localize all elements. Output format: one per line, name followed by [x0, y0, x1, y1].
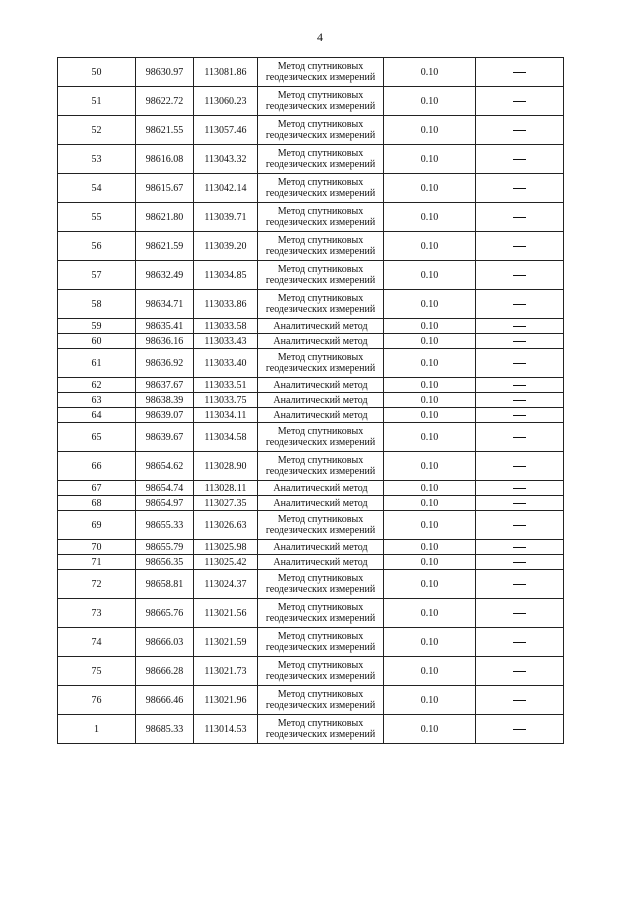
accuracy-cell: 0.10	[384, 496, 476, 511]
accuracy-cell: 0.10	[384, 657, 476, 686]
y-coordinate-cell: 113033.40	[194, 349, 258, 378]
dash-mark	[513, 671, 526, 672]
method-cell: Метод спутниковых геодезических измерений	[258, 511, 384, 540]
y-coordinate-cell: 113021.56	[194, 599, 258, 628]
table-row	[58, 261, 564, 290]
dash-mark	[513, 547, 526, 548]
table-row	[58, 319, 564, 334]
table-row	[58, 290, 564, 319]
accuracy-cell: 0.10	[384, 319, 476, 334]
x-coordinate-cell: 98638.39	[136, 393, 194, 408]
method-cell: Метод спутниковых геодезических измерений	[258, 145, 384, 174]
point-number-cell: 73	[58, 599, 136, 628]
table-row	[58, 408, 564, 423]
dash-mark	[513, 437, 526, 438]
point-number-cell: 64	[58, 408, 136, 423]
method-cell: Метод спутниковых геодезических измерений	[258, 87, 384, 116]
method-cell: Метод спутниковых геодезических измерений	[258, 452, 384, 481]
accuracy-cell: 0.10	[384, 570, 476, 599]
note-cell	[476, 657, 564, 686]
note-cell	[476, 408, 564, 423]
method-cell: Метод спутниковых геодезических измерений	[258, 570, 384, 599]
note-cell	[476, 496, 564, 511]
x-coordinate-cell: 98632.49	[136, 261, 194, 290]
table-row	[58, 58, 564, 87]
point-number-cell: 50	[58, 58, 136, 87]
note-cell	[476, 87, 564, 116]
note-cell	[476, 145, 564, 174]
table-row	[58, 334, 564, 349]
accuracy-cell: 0.10	[384, 423, 476, 452]
y-coordinate-cell: 113026.63	[194, 511, 258, 540]
x-coordinate-cell: 98666.03	[136, 628, 194, 657]
y-coordinate-cell: 113042.14	[194, 174, 258, 203]
x-coordinate-cell: 98658.81	[136, 570, 194, 599]
point-number-cell: 54	[58, 174, 136, 203]
point-number-cell: 52	[58, 116, 136, 145]
point-number-cell: 67	[58, 481, 136, 496]
dash-mark	[513, 400, 526, 401]
x-coordinate-cell: 98655.33	[136, 511, 194, 540]
dash-mark	[513, 304, 526, 305]
note-cell	[476, 570, 564, 599]
table-row	[58, 481, 564, 496]
dash-mark	[513, 613, 526, 614]
accuracy-cell: 0.10	[384, 599, 476, 628]
dash-mark	[513, 341, 526, 342]
note-cell	[476, 452, 564, 481]
y-coordinate-cell: 113033.75	[194, 393, 258, 408]
y-coordinate-cell: 113021.59	[194, 628, 258, 657]
accuracy-cell: 0.10	[384, 145, 476, 174]
x-coordinate-cell: 98665.76	[136, 599, 194, 628]
note-cell	[476, 423, 564, 452]
y-coordinate-cell: 113028.11	[194, 481, 258, 496]
dash-mark	[513, 488, 526, 489]
dash-mark	[513, 700, 526, 701]
point-number-cell: 55	[58, 203, 136, 232]
table-row	[58, 555, 564, 570]
method-cell: Метод спутниковых геодезических измерений	[258, 232, 384, 261]
dash-mark	[513, 562, 526, 563]
note-cell	[476, 628, 564, 657]
table-row	[58, 423, 564, 452]
point-number-cell: 68	[58, 496, 136, 511]
accuracy-cell: 0.10	[384, 334, 476, 349]
table-row	[58, 174, 564, 203]
accuracy-cell: 0.10	[384, 378, 476, 393]
x-coordinate-cell: 98655.79	[136, 540, 194, 555]
accuracy-cell: 0.10	[384, 686, 476, 715]
dash-mark	[513, 385, 526, 386]
accuracy-cell: 0.10	[384, 232, 476, 261]
table-row	[58, 715, 564, 744]
accuracy-cell: 0.10	[384, 290, 476, 319]
point-number-cell: 75	[58, 657, 136, 686]
accuracy-cell: 0.10	[384, 174, 476, 203]
dash-mark	[513, 584, 526, 585]
method-cell: Метод спутниковых геодезических измерений	[258, 174, 384, 203]
y-coordinate-cell: 113034.58	[194, 423, 258, 452]
y-coordinate-cell: 113033.58	[194, 319, 258, 334]
dash-mark	[513, 72, 526, 73]
note-cell	[476, 232, 564, 261]
note-cell	[476, 555, 564, 570]
accuracy-cell: 0.10	[384, 452, 476, 481]
page-number: 4	[317, 30, 323, 44]
x-coordinate-cell: 98621.59	[136, 232, 194, 261]
y-coordinate-cell: 113028.90	[194, 452, 258, 481]
coordinates-table-body	[58, 58, 564, 744]
dash-mark	[513, 188, 526, 189]
table-row	[58, 657, 564, 686]
point-number-cell: 56	[58, 232, 136, 261]
method-cell: Аналитический метод	[258, 555, 384, 570]
y-coordinate-cell: 113034.11	[194, 408, 258, 423]
method-cell: Метод спутниковых геодезических измерений	[258, 349, 384, 378]
point-number-cell: 1	[58, 715, 136, 744]
table-row	[58, 686, 564, 715]
accuracy-cell: 0.10	[384, 261, 476, 290]
accuracy-cell: 0.10	[384, 116, 476, 145]
point-number-cell: 51	[58, 87, 136, 116]
table-row	[58, 232, 564, 261]
method-cell: Метод спутниковых геодезических измерений	[258, 423, 384, 452]
dash-mark	[513, 466, 526, 467]
note-cell	[476, 378, 564, 393]
dash-mark	[513, 326, 526, 327]
method-cell: Аналитический метод	[258, 393, 384, 408]
note-cell	[476, 116, 564, 145]
accuracy-cell: 0.10	[384, 628, 476, 657]
point-number-cell: 66	[58, 452, 136, 481]
note-cell	[476, 393, 564, 408]
dash-mark	[513, 363, 526, 364]
dash-mark	[513, 159, 526, 160]
table-row	[58, 349, 564, 378]
note-cell	[476, 58, 564, 87]
table-row	[58, 145, 564, 174]
y-coordinate-cell: 113060.23	[194, 87, 258, 116]
method-cell: Аналитический метод	[258, 496, 384, 511]
coordinates-table	[57, 57, 564, 744]
accuracy-cell: 0.10	[384, 511, 476, 540]
x-coordinate-cell: 98654.97	[136, 496, 194, 511]
x-coordinate-cell: 98630.97	[136, 58, 194, 87]
accuracy-cell: 0.10	[384, 349, 476, 378]
y-coordinate-cell: 113024.37	[194, 570, 258, 599]
accuracy-cell: 0.10	[384, 58, 476, 87]
table-row	[58, 570, 564, 599]
note-cell	[476, 686, 564, 715]
accuracy-cell: 0.10	[384, 203, 476, 232]
point-number-cell: 74	[58, 628, 136, 657]
dash-mark	[513, 642, 526, 643]
method-cell: Аналитический метод	[258, 319, 384, 334]
accuracy-cell: 0.10	[384, 555, 476, 570]
dash-mark	[513, 101, 526, 102]
point-number-cell: 72	[58, 570, 136, 599]
point-number-cell: 53	[58, 145, 136, 174]
note-cell	[476, 203, 564, 232]
method-cell: Метод спутниковых геодезических измерений	[258, 686, 384, 715]
x-coordinate-cell: 98634.71	[136, 290, 194, 319]
point-number-cell: 60	[58, 334, 136, 349]
dash-mark	[513, 729, 526, 730]
table-row	[58, 540, 564, 555]
point-number-cell: 63	[58, 393, 136, 408]
y-coordinate-cell: 113021.96	[194, 686, 258, 715]
x-coordinate-cell: 98685.33	[136, 715, 194, 744]
x-coordinate-cell: 98666.46	[136, 686, 194, 715]
point-number-cell: 59	[58, 319, 136, 334]
dash-mark	[513, 525, 526, 526]
method-cell: Аналитический метод	[258, 481, 384, 496]
table-row	[58, 87, 564, 116]
point-number-cell: 61	[58, 349, 136, 378]
x-coordinate-cell: 98654.62	[136, 452, 194, 481]
accuracy-cell: 0.10	[384, 393, 476, 408]
y-coordinate-cell: 113039.71	[194, 203, 258, 232]
note-cell	[476, 349, 564, 378]
y-coordinate-cell: 113033.51	[194, 378, 258, 393]
dash-mark	[513, 130, 526, 131]
x-coordinate-cell: 98654.74	[136, 481, 194, 496]
point-number-cell: 58	[58, 290, 136, 319]
y-coordinate-cell: 113033.86	[194, 290, 258, 319]
note-cell	[476, 261, 564, 290]
dash-mark	[513, 217, 526, 218]
table-row	[58, 452, 564, 481]
x-coordinate-cell: 98636.92	[136, 349, 194, 378]
y-coordinate-cell: 113081.86	[194, 58, 258, 87]
x-coordinate-cell: 98622.72	[136, 87, 194, 116]
table-row	[58, 116, 564, 145]
point-number-cell: 71	[58, 555, 136, 570]
accuracy-cell: 0.10	[384, 540, 476, 555]
note-cell	[476, 334, 564, 349]
point-number-cell: 65	[58, 423, 136, 452]
table-row	[58, 378, 564, 393]
method-cell: Метод спутниковых геодезических измерений	[258, 715, 384, 744]
method-cell: Метод спутниковых геодезических измерений	[258, 290, 384, 319]
method-cell: Аналитический метод	[258, 408, 384, 423]
point-number-cell: 69	[58, 511, 136, 540]
note-cell	[476, 540, 564, 555]
note-cell	[476, 290, 564, 319]
x-coordinate-cell: 98616.08	[136, 145, 194, 174]
note-cell	[476, 511, 564, 540]
x-coordinate-cell: 98636.16	[136, 334, 194, 349]
note-cell	[476, 599, 564, 628]
dash-mark	[513, 246, 526, 247]
method-cell: Метод спутниковых геодезических измерений	[258, 203, 384, 232]
point-number-cell: 70	[58, 540, 136, 555]
x-coordinate-cell: 98666.28	[136, 657, 194, 686]
method-cell: Метод спутниковых геодезических измерений	[258, 261, 384, 290]
dash-mark	[513, 415, 526, 416]
x-coordinate-cell: 98639.67	[136, 423, 194, 452]
y-coordinate-cell: 113043.32	[194, 145, 258, 174]
table-row	[58, 393, 564, 408]
y-coordinate-cell: 113039.20	[194, 232, 258, 261]
x-coordinate-cell: 98656.35	[136, 555, 194, 570]
accuracy-cell: 0.10	[384, 408, 476, 423]
method-cell: Аналитический метод	[258, 334, 384, 349]
accuracy-cell: 0.10	[384, 715, 476, 744]
method-cell: Метод спутниковых геодезических измерений	[258, 599, 384, 628]
table-row	[58, 628, 564, 657]
dash-mark	[513, 275, 526, 276]
note-cell	[476, 319, 564, 334]
table-row	[58, 599, 564, 628]
method-cell: Метод спутниковых геодезических измерений	[258, 58, 384, 87]
x-coordinate-cell: 98621.80	[136, 203, 194, 232]
y-coordinate-cell: 113033.43	[194, 334, 258, 349]
accuracy-cell: 0.10	[384, 481, 476, 496]
y-coordinate-cell: 113057.46	[194, 116, 258, 145]
method-cell: Аналитический метод	[258, 378, 384, 393]
x-coordinate-cell: 98639.07	[136, 408, 194, 423]
y-coordinate-cell: 113027.35	[194, 496, 258, 511]
dash-mark	[513, 503, 526, 504]
y-coordinate-cell: 113025.98	[194, 540, 258, 555]
method-cell: Метод спутниковых геодезических измерений	[258, 628, 384, 657]
note-cell	[476, 715, 564, 744]
point-number-cell: 76	[58, 686, 136, 715]
method-cell: Аналитический метод	[258, 540, 384, 555]
x-coordinate-cell: 98635.41	[136, 319, 194, 334]
y-coordinate-cell: 113014.53	[194, 715, 258, 744]
x-coordinate-cell: 98637.67	[136, 378, 194, 393]
table-row	[58, 203, 564, 232]
note-cell	[476, 481, 564, 496]
y-coordinate-cell: 113021.73	[194, 657, 258, 686]
table-row	[58, 511, 564, 540]
method-cell: Метод спутниковых геодезических измерений	[258, 657, 384, 686]
method-cell: Метод спутниковых геодезических измерений	[258, 116, 384, 145]
y-coordinate-cell: 113025.42	[194, 555, 258, 570]
point-number-cell: 57	[58, 261, 136, 290]
x-coordinate-cell: 98615.67	[136, 174, 194, 203]
point-number-cell: 62	[58, 378, 136, 393]
x-coordinate-cell: 98621.55	[136, 116, 194, 145]
y-coordinate-cell: 113034.85	[194, 261, 258, 290]
accuracy-cell: 0.10	[384, 87, 476, 116]
table-row	[58, 496, 564, 511]
note-cell	[476, 174, 564, 203]
